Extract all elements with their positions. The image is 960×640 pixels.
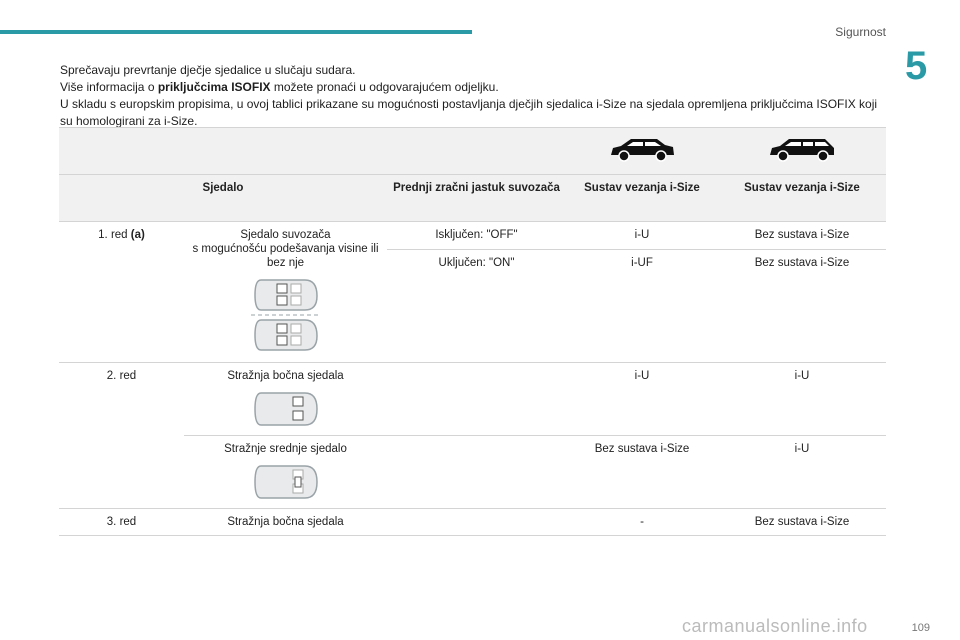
header-car2: Sustav vezanja i-Size: [718, 175, 886, 222]
suv-5-seat-car-icon: [566, 128, 718, 175]
intro-line-1: Sprečavaju prevrtanje dječje sjedalice u slučaju sudara.: [60, 63, 356, 77]
seat-detail: s mogućnošću podešavanja visine ili bez nje: [192, 243, 379, 269]
row-label-1: 1. red: [98, 229, 128, 241]
table-row: 3. red Stražnja bočna sjedala - Bez sustava i-Size: [59, 509, 886, 536]
top-accent-bar: [0, 30, 472, 34]
airbag-on: Uključen: "ON": [387, 250, 566, 363]
page-number: 109: [911, 622, 930, 634]
isize-table: [59, 127, 886, 536]
table-header-row: [59, 175, 886, 222]
header-airbag: Prednji zračni jastuk suvozača: [387, 175, 566, 222]
header-seat: Sjedalo: [59, 175, 387, 222]
header-car1: Sustav vezanja i-Size: [566, 175, 718, 222]
row-label-note: (a): [130, 229, 145, 241]
watermark-site: carmanualsonline.info: [682, 616, 868, 636]
front-passenger-seat-diagram-icon: [251, 276, 321, 354]
intro-line-2: Više informacija o priključcima ISOFIX možete pronaći u odgovarajućem odjeljku.: [60, 80, 499, 94]
table-row: Uključen: "ON" i-UF Bez sustava i-Size: [59, 250, 886, 363]
airbag-off: Isključen: "OFF": [387, 222, 566, 250]
intro-line-3: U skladu s europskim propisima, u ovoj tablici prikazane su mogućnosti postavljanja dječjih sjedalica i-Size na sjedala opremljena priključcima ISOFIX koji su homologirani za i-Size.: [60, 97, 878, 128]
rear-middle-seat-diagram-icon: [251, 462, 321, 502]
table-row: Stražnje srednje sjedalo Bez sustava i-Size i-U: [59, 436, 886, 509]
row-label-2: 2. red: [59, 363, 184, 509]
isofix-link-text: priključcima ISOFIX: [157, 80, 271, 94]
table-row: 2. red Stražnja bočna sjedala i-U i-U: [59, 363, 886, 436]
suv-7-seat-car-icon: [718, 128, 886, 175]
seat-name: Sjedalo suvozača: [240, 229, 331, 241]
intro-text: [60, 62, 890, 130]
chapter-number: 5: [905, 44, 928, 88]
rear-side-seats-diagram-icon: [251, 389, 321, 429]
vehicle-image-row: [59, 128, 886, 175]
table-row: 1. red (a) Sjedalo suvozača s mogućnošću podešavanja visine ili bez nje Isključen: "OFF" i-U Bez sustava i-Size: [59, 222, 886, 250]
section-title: Sigurnost: [835, 25, 886, 39]
row-label-3: 3. red: [59, 509, 184, 536]
